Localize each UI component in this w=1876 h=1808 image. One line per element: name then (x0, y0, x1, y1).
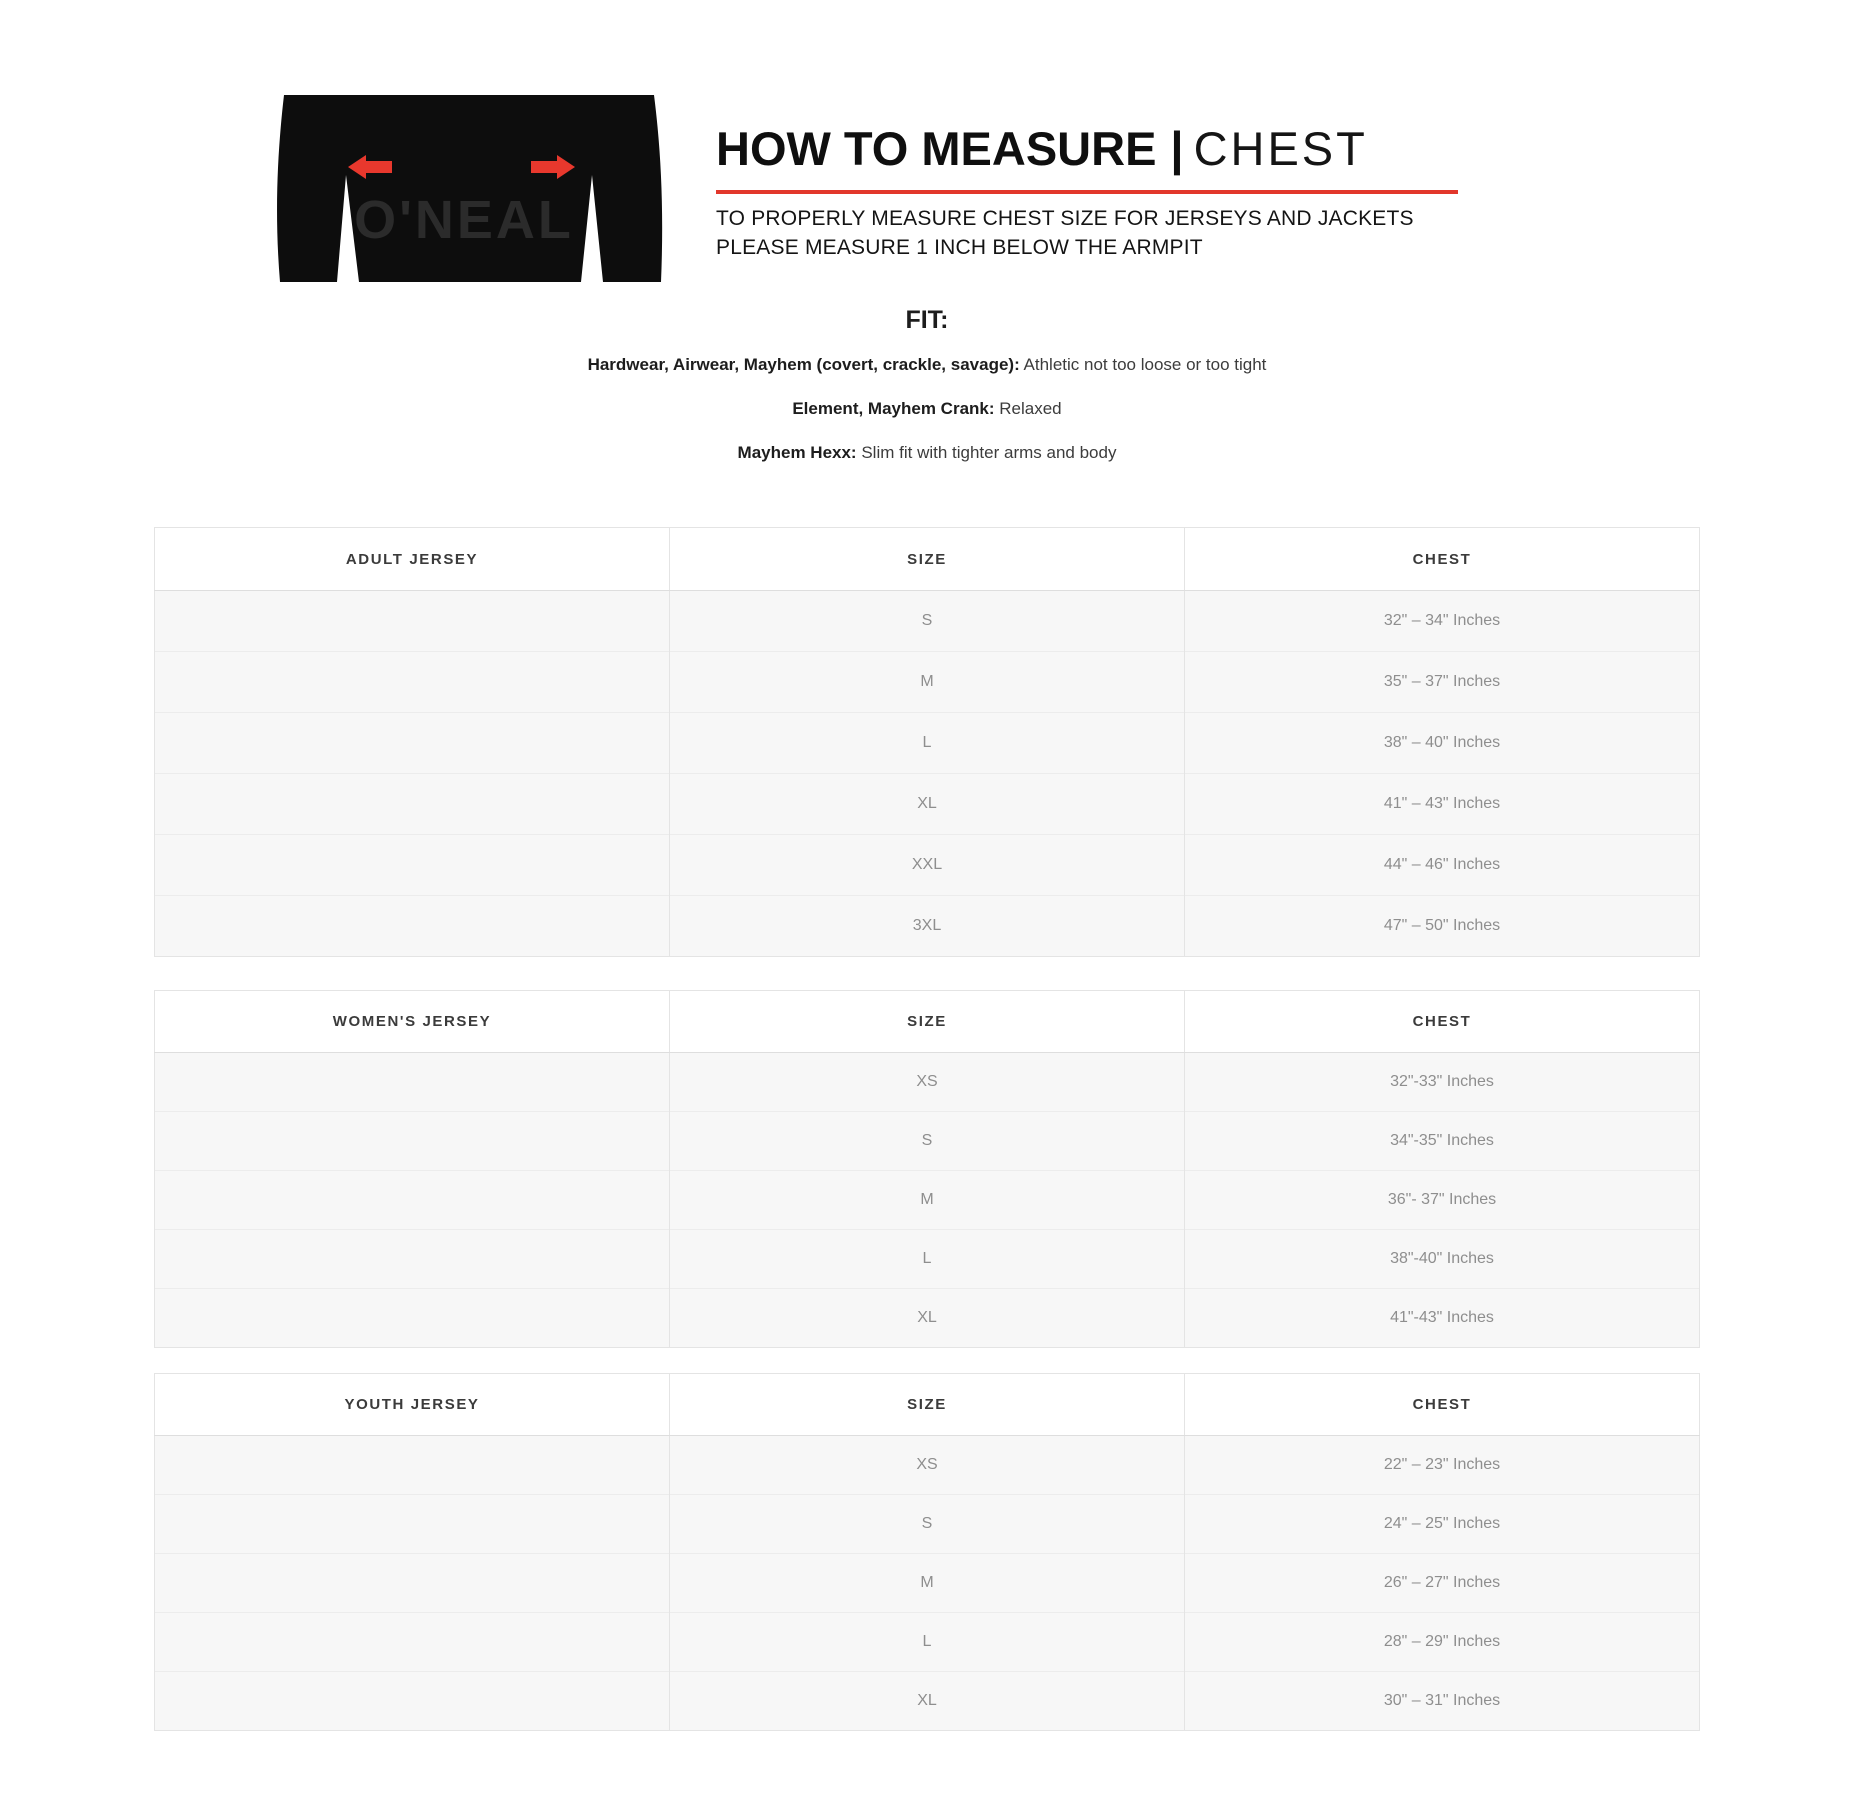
product-cell (155, 1289, 670, 1348)
table-body (155, 1436, 1700, 1731)
fit-line (154, 443, 1700, 463)
product-cell (155, 1554, 670, 1613)
page-title-light: CHEST (1193, 122, 1368, 175)
table-body (155, 591, 1700, 957)
table-row (155, 1112, 1700, 1171)
page-title (716, 124, 1458, 175)
table-header-row (155, 1374, 1700, 1436)
table-row (155, 1436, 1700, 1495)
table-row (155, 652, 1700, 713)
size-cell: L (670, 1230, 1185, 1289)
column-header-2: CHEST (1185, 991, 1700, 1053)
chest-cell: 44" – 46" Inches (1185, 835, 1700, 896)
jersey-image (270, 95, 668, 282)
size-cell: S (670, 1112, 1185, 1171)
chest-cell: 41"-43" Inches (1185, 1289, 1700, 1348)
chest-cell: 28" – 29" Inches (1185, 1613, 1700, 1672)
chest-cell: 47" – 50" Inches (1185, 896, 1700, 957)
fit-line-value: Relaxed (999, 399, 1062, 419)
chest-cell: 24" – 25" Inches (1185, 1495, 1700, 1554)
product-cell (155, 591, 670, 652)
table-header-row (155, 991, 1700, 1053)
size-cell: S (670, 591, 1185, 652)
size-cell: XS (670, 1053, 1185, 1112)
size-cell: XL (670, 774, 1185, 835)
table-row (155, 1289, 1700, 1348)
chest-cell: 30" – 31" Inches (1185, 1672, 1700, 1731)
chest-cell: 32" – 34" Inches (1185, 591, 1700, 652)
fit-line-value: Athletic not too loose or too tight (1023, 355, 1267, 374)
page-subtitle: TO PROPERLY MEASURE CHEST SIZE FOR JERSEYS AND JACKETS PLEASE MEASURE 1 INCH BELOW THE ARMPIT (716, 206, 1414, 259)
column-header-0: YOUTH JERSEY (155, 1374, 670, 1436)
chest-cell: 35" – 37" Inches (1185, 652, 1700, 713)
product-cell (155, 1230, 670, 1289)
page-title-separator: | (1170, 122, 1184, 175)
size-cell: XL (670, 1289, 1185, 1348)
size-cell: 3XL (670, 896, 1185, 957)
jersey-logo-text: O'NEAL (354, 190, 574, 250)
table-row (155, 1672, 1700, 1731)
page-title-bold: HOW TO MEASURE (716, 122, 1157, 175)
fit-heading: FIT: (905, 306, 949, 334)
table-row (155, 1613, 1700, 1672)
column-header-1: SIZE (670, 1374, 1185, 1436)
table-row (155, 1554, 1700, 1613)
fit-line-label: Mayhem Hexx: (737, 443, 857, 463)
column-header-0: ADULT JERSEY (155, 528, 670, 591)
size-cell: S (670, 1495, 1185, 1554)
chest-cell: 38" – 40" Inches (1185, 713, 1700, 774)
fit-line-label: Hardwear, Airwear, Mayhem (covert, crackle, savage): (587, 355, 1020, 374)
size-table-adult (154, 527, 1700, 957)
size-cell: M (670, 652, 1185, 713)
product-cell (155, 1171, 670, 1230)
fit-line (154, 355, 1700, 375)
product-cell (155, 1672, 670, 1731)
product-cell (155, 835, 670, 896)
column-header-2: CHEST (1185, 1374, 1700, 1436)
column-header-1: SIZE (670, 991, 1185, 1053)
product-cell (155, 896, 670, 957)
chest-cell: 26" – 27" Inches (1185, 1554, 1700, 1613)
size-cell: L (670, 713, 1185, 774)
table-row (155, 1171, 1700, 1230)
product-cell (155, 652, 670, 713)
table-header (155, 1374, 1700, 1436)
table-row (155, 896, 1700, 957)
table-header-row (155, 528, 1700, 591)
fit-line (154, 399, 1700, 419)
chest-cell: 34"-35" Inches (1185, 1112, 1700, 1171)
product-cell (155, 713, 670, 774)
size-cell: M (670, 1171, 1185, 1230)
size-cell: M (670, 1554, 1185, 1613)
jersey-shape (277, 95, 662, 282)
chest-cell: 32"-33" Inches (1185, 1053, 1700, 1112)
chest-cell: 22" – 23" Inches (1185, 1436, 1700, 1495)
product-cell (155, 1112, 670, 1171)
product-cell (155, 1613, 670, 1672)
column-header-2: CHEST (1185, 528, 1700, 591)
table-row (155, 1495, 1700, 1554)
size-table-youth (154, 1373, 1700, 1731)
column-header-0: WOMEN'S JERSEY (155, 991, 670, 1053)
jersey-graphic (270, 95, 668, 282)
table-row (155, 774, 1700, 835)
product-cell (155, 774, 670, 835)
chest-cell: 36"- 37" Inches (1185, 1171, 1700, 1230)
chest-cell: 41" – 43" Inches (1185, 774, 1700, 835)
size-cell: L (670, 1613, 1185, 1672)
hero-title-block (716, 124, 1458, 263)
product-cell (155, 1053, 670, 1112)
title-underline (716, 190, 1458, 194)
chest-cell: 38"-40" Inches (1185, 1230, 1700, 1289)
product-cell (155, 1436, 670, 1495)
table-header (155, 528, 1700, 591)
fit-line-label: Element, Mayhem Crank: (792, 399, 995, 419)
table-header (155, 991, 1700, 1053)
fit-section (154, 306, 1700, 487)
size-cell: XL (670, 1672, 1185, 1731)
size-cell: XS (670, 1436, 1185, 1495)
size-cell: XXL (670, 835, 1185, 896)
table-row (155, 713, 1700, 774)
table-row (155, 591, 1700, 652)
table-row (155, 1053, 1700, 1112)
fit-line-value: Slim fit with tighter arms and body (861, 443, 1117, 463)
product-cell (155, 1495, 670, 1554)
size-table-womens (154, 990, 1700, 1348)
table-row (155, 835, 1700, 896)
table-body (155, 1053, 1700, 1348)
column-header-1: SIZE (670, 528, 1185, 591)
table-row (155, 1230, 1700, 1289)
